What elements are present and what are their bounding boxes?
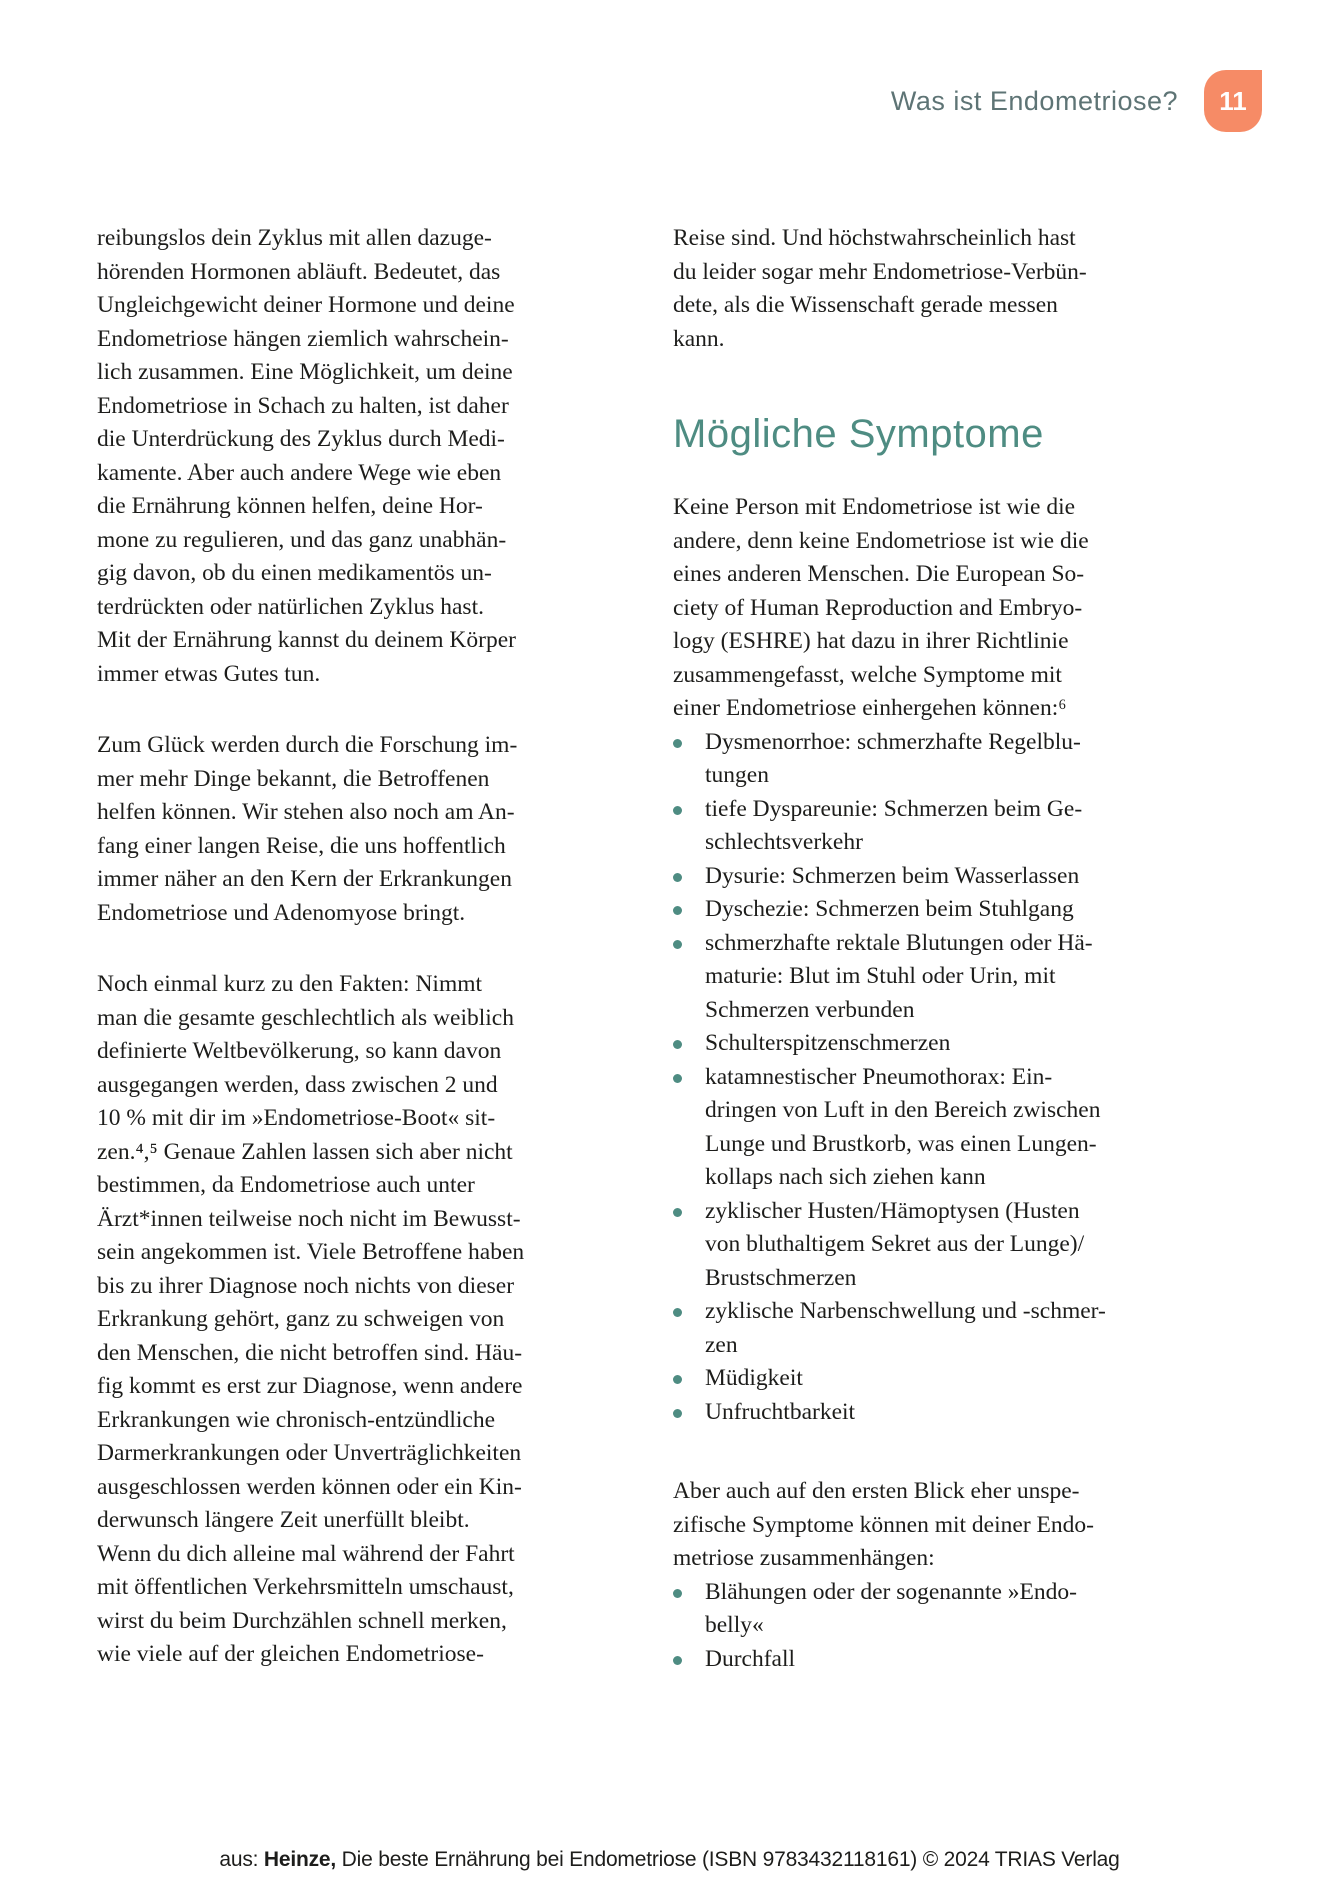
bullet-item <box>673 1396 1183 1430</box>
text-line: einer Endometriose einhergehen können:⁶ <box>673 695 1067 721</box>
text-line: fang einer langen Reise, die uns hoffentlich <box>97 832 506 859</box>
text-line: Wenn du dich alleine mal während der Fahrt <box>97 1540 515 1567</box>
bullet-item <box>673 1061 1183 1195</box>
bullet-text <box>705 1576 1077 1643</box>
unspecific-symptom-list <box>673 1576 1183 1677</box>
text-line: zifische Symptome können mit deiner Endo- <box>673 1511 1094 1538</box>
text-line: definierte Weltbevölkerung, so kann davon <box>97 1038 502 1064</box>
text-line: maturie: Blut im Stuhl oder Urin, mit <box>705 963 1056 989</box>
text-line: gig davon, ob du einen medikamentös un- <box>97 560 492 586</box>
bullet-item <box>673 860 1183 894</box>
text-line: Dyschezie: Schmerzen beim Stuhlgang <box>705 896 1074 922</box>
text-line: zusammengefasst, welche Symptome mit <box>673 661 1062 688</box>
text-line: schmerzhafte rektale Blutungen oder Hä- <box>705 929 1093 956</box>
bullet-item <box>673 927 1183 1028</box>
section-heading: Mögliche Symptome <box>673 412 1044 456</box>
text-line: Brustschmerzen <box>705 1264 857 1291</box>
bullet-dot-icon <box>673 739 682 748</box>
symptom-list <box>673 726 1183 1430</box>
bullet-text <box>705 860 1079 894</box>
text-line: kann. <box>673 325 725 352</box>
bullet-dot-icon <box>673 906 682 915</box>
paragraph <box>673 491 1183 726</box>
text-line: tungen <box>705 762 769 788</box>
bullet-dot-icon <box>673 1656 682 1665</box>
bullet-dot-icon <box>673 1409 682 1418</box>
bullet-dot-icon <box>673 1375 682 1384</box>
text-line: Ärzt*innen teilweise noch nicht im Bewusst- <box>97 1205 521 1232</box>
text-line: kollaps nach sich ziehen kann <box>705 1164 986 1190</box>
text-line: tiefe Dyspareunie: Schmerzen beim Ge- <box>705 795 1083 822</box>
bullet-dot-icon <box>673 1308 682 1317</box>
text-line: Erkrankungen wie chronisch-entzündliche <box>97 1406 496 1433</box>
text-line: dete, als die Wissenschaft gerade messen <box>673 292 1058 318</box>
text-line: Ungleichgewicht deiner Hormone und deine <box>97 292 515 318</box>
footer-prefix: aus: <box>219 1848 264 1871</box>
text-line: bestimmen, da Endometriose auch unter <box>97 1172 475 1198</box>
text-line: derwunsch längere Zeit unerfüllt bleibt. <box>97 1507 470 1533</box>
text-line: Endometriose und Adenomyose bringt. <box>97 899 466 926</box>
text-line: katamnestischer Pneumothorax: Ein- <box>705 1063 1053 1090</box>
text-line: Unfruchtbarkeit <box>705 1398 856 1425</box>
text-line: immer etwas Gutes tun. <box>97 660 321 687</box>
text-line: zen <box>705 1331 738 1358</box>
text-line: Durchfall <box>705 1645 796 1672</box>
paragraph <box>673 222 1183 356</box>
bullet-text <box>705 793 1082 860</box>
bullet-text <box>705 1295 1106 1362</box>
text-line: wirst du beim Durchzählen schnell merken, <box>97 1607 507 1634</box>
bullet-text <box>705 726 1081 793</box>
text-line: 10 % mit dir im »Endometriose-Boot« sit- <box>97 1105 496 1131</box>
bullet-dot-icon <box>673 1074 682 1083</box>
bullet-dot-icon <box>673 1208 682 1217</box>
text-line: Erkrankung gehört, ganz zu schweigen von <box>97 1306 505 1332</box>
text-line: Dysurie: Schmerzen beim Wasserlassen <box>705 862 1080 889</box>
text-line: die Unterdrückung des Zyklus durch Medi- <box>97 426 505 452</box>
text-line: von bluthaltigem Sekret aus der Lunge)/ <box>705 1231 1085 1257</box>
text-line: logy (ESHRE) hat dazu in ihrer Richtlinie <box>673 628 1069 654</box>
text-line: Schulterspitzenschmerzen <box>705 1030 951 1056</box>
bullet-dot-icon <box>673 1040 682 1049</box>
text-line: Darmerkrankungen oder Unverträglichkeiten <box>97 1440 522 1466</box>
bullet-item <box>673 1362 1183 1396</box>
text-line: schlechtsverkehr <box>705 829 863 855</box>
bullet-item <box>673 1027 1183 1061</box>
text-line: ciety of Human Reproduction and Embryo- <box>673 594 1083 621</box>
text-line: lich zusammen. Eine Möglichkeit, um deine <box>97 359 513 385</box>
bullet-text <box>705 1061 1100 1195</box>
text-line: Mit der Ernährung kannst du deinem Körper <box>97 627 516 653</box>
text-line: den Menschen, die nicht betroffen sind. Häu- <box>97 1339 523 1366</box>
bullet-text <box>705 893 1074 927</box>
text-line: helfen können. Wir stehen also noch am An- <box>97 799 515 825</box>
text-line: hörenden Hormonen abläuft. Bedeutet, das <box>97 258 501 285</box>
bullet-dot-icon <box>673 806 682 815</box>
text-line: kamente. Aber auch andere Wege wie eben <box>97 459 502 486</box>
bullet-item <box>673 793 1183 860</box>
text-line: Endometriose in Schach zu halten, ist daher <box>97 392 509 419</box>
text-line: Endometriose hängen ziemlich wahrschein- <box>97 325 509 352</box>
bullet-text <box>705 1362 803 1396</box>
bullet-item <box>673 1195 1183 1296</box>
text-line: Aber auch auf den ersten Blick eher unspe- <box>673 1478 1080 1504</box>
text-line: ausgegangen werden, dass zwischen 2 und <box>97 1071 498 1098</box>
text-line: man die gesamte geschlechtlich als weiblich <box>97 1004 514 1031</box>
text-line: du leider sogar mehr Endometriose-Verbün- <box>673 258 1087 285</box>
text-line: wie viele auf der gleichen Endometriose- <box>97 1641 484 1667</box>
text-line: mer mehr Dinge bekannt, die Betroffenen <box>97 765 490 792</box>
right-column <box>673 222 1183 1676</box>
text-line: zen.⁴,⁵ Genaue Zahlen lassen sich aber nicht <box>97 1138 513 1165</box>
bullet-text <box>705 927 1093 1028</box>
text-line: Zum Glück werden durch die Forschung im- <box>97 732 518 758</box>
text-line: immer näher an den Kern der Erkrankungen <box>97 866 512 892</box>
bullet-dot-icon <box>673 940 682 949</box>
bullet-item <box>673 1576 1183 1643</box>
bullet-text <box>705 1643 795 1677</box>
bullet-item <box>673 1643 1183 1677</box>
text-line: Lunge und Brustkorb, was einen Lungen- <box>705 1130 1097 1157</box>
bullet-item <box>673 726 1183 793</box>
footer-rest: Die beste Ernährung bei Endometriose (ISBN 9783432118161) © 2024 TRIAS Verlag <box>336 1848 1120 1871</box>
text-line: belly« <box>705 1612 764 1638</box>
bullet-item <box>673 1295 1183 1362</box>
footer-credit <box>0 1848 1339 1872</box>
text-line: Reise sind. Und höchstwahrscheinlich hast <box>673 225 1076 251</box>
text-line: metriose zusammenhängen: <box>673 1545 935 1571</box>
text-line: andere, denn keine Endometriose ist wie die <box>673 527 1089 554</box>
bullet-dot-icon <box>673 1589 682 1598</box>
text-columns <box>97 222 1183 1676</box>
text-line: mit öffentlichen Verkehrsmitteln umschaust, <box>97 1574 514 1600</box>
running-header-title: Was ist Endometriose? <box>890 86 1178 116</box>
page-number: 11 <box>1219 85 1247 116</box>
text-line: Dysmenorrhoe: schmerzhafte Regelblu- <box>705 728 1081 755</box>
paragraph <box>97 968 613 1672</box>
text-line: terdrückten oder natürlichen Zyklus hast. <box>97 593 484 620</box>
text-line: ausgeschlossen werden können oder ein Kin- <box>97 1473 522 1500</box>
text-line: Müdigkeit <box>705 1365 803 1391</box>
text-line: fig kommt es erst zur Diagnose, wenn andere <box>97 1373 523 1399</box>
text-line: zyklischer Husten/Hämoptysen (Husten <box>705 1197 1080 1224</box>
text-line: die Ernährung können helfen, deine Hor- <box>97 493 483 519</box>
text-line: mone zu regulieren, und das ganz unabhän- <box>97 526 507 553</box>
text-line: Noch einmal kurz zu den Fakten: Nimmt <box>97 971 483 997</box>
paragraph <box>673 1475 1183 1576</box>
text-line: Keine Person mit Endometriose ist wie die <box>673 494 1076 520</box>
page-number-badge <box>1204 70 1262 132</box>
text-line: Schmerzen verbunden <box>705 996 915 1023</box>
text-line: reibungslos dein Zyklus mit allen dazuge- <box>97 225 492 251</box>
bullet-text <box>705 1195 1084 1296</box>
text-line: eines anderen Menschen. Die European So- <box>673 561 1085 587</box>
text-line: bis zu ihrer Diagnose noch nichts von dieser <box>97 1272 515 1299</box>
bullet-item <box>673 893 1183 927</box>
footer-author: Heinze, <box>263 1848 337 1871</box>
text-line: Blähungen oder der sogenannte »Endo- <box>705 1578 1077 1605</box>
text-line: sein angekommen ist. Viele Betroffene haben <box>97 1239 525 1265</box>
text-line: zyklische Narbenschwellung und -schmer- <box>705 1298 1106 1324</box>
bullet-dot-icon <box>673 873 682 882</box>
left-column <box>97 222 613 1672</box>
bullet-text <box>705 1027 950 1061</box>
text-line: dringen von Luft in den Bereich zwischen <box>705 1097 1101 1123</box>
paragraph <box>97 222 613 691</box>
bullet-text <box>705 1396 855 1430</box>
paragraph <box>97 729 613 930</box>
